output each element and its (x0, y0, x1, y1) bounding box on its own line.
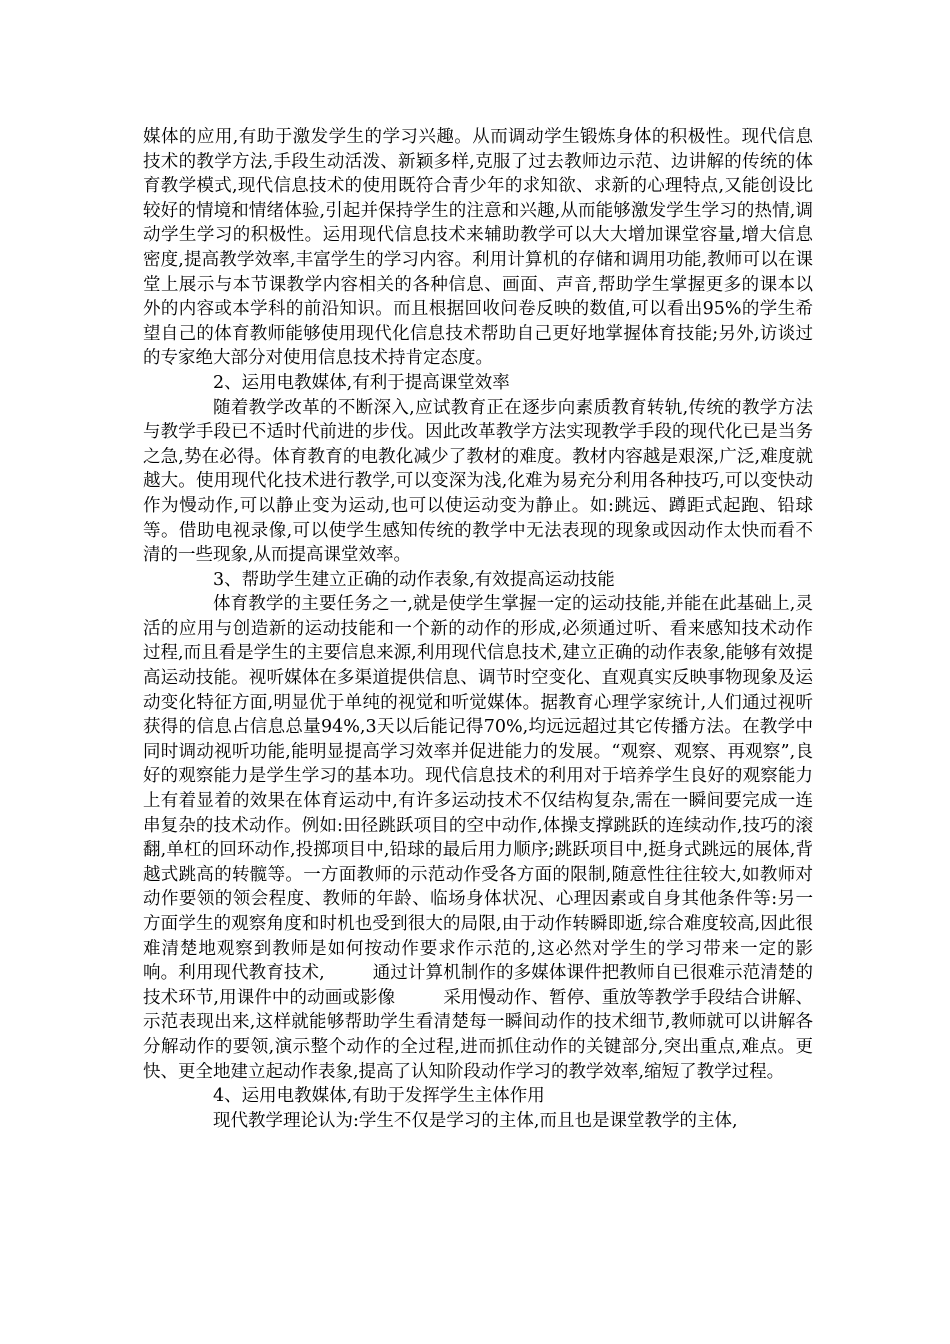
paragraph-classroom-efficiency: 随着教学改革的不断深入,应试教育正在逐步向素质教育转轨,传统的教学方法与教学手段已不适时代前进的步伐。因此改革教学方法实现教学手段的现代化已是当务之急,势在必得。体育教育的电教化减少了教材的难度。教材内容越是艰深,广泛,难度就越大。使用现代化技术进行教学,可以变深为浅,化难为易充分利用各种技巧,可以变快动作为慢动作,可以静止变为运动,也可以使运动变为静止。如:跳远、蹲距式起跑、铅球等。借助电视录像,可以使学生感知传统的教学中无法表现的现象或因动作太快而看不清的一些现象,从而提高课堂效率。 (143, 397, 813, 566)
paragraph-media-interest: 媒体的应用,有助于激发学生的学习兴趣。从而调动学生锻炼身体的积极性。现代信息技术的教学方法,手段生动活泼、新颖多样,克服了过去教师边示范、边讲解的传统的体育教学模式,现代信息技术的使用既符合青少年的求知欲、求新的心理特点,又能创设比较好的情境和情绪体验,引起并保持学生的注意和兴趣,从而能够激发学生学习的热情,调动学生学习的积极性。运用现代信息技术来辅助教学可以大大增加课堂容量,增大信息密度,提高教学效率,丰富学生的学习内容。利用计算机的存储和调用功能,教师可以在课堂上展示与本节课教学内容相关的各种信息、画面、声音,帮助学生掌握更多的课本以外的内容或本学科的前沿知识。而且根据回收问卷反映的数值,可以看出95%的学生希望自己的体育教师能够使用现代化信息技术帮助自己更好地掌握体育技能;另外,访谈过的专家绝大部分对使用信息技术持肯定态度。 (143, 127, 813, 369)
section-heading-4: 4、运用电教媒体,有助于发挥学生主体作用 (213, 1086, 545, 1107)
paragraph-motor-skills (143, 592, 813, 1084)
paragraph-motor-skills-part-b: 通过计算机制作的多媒体课件把教师自已很难示范清楚的技术环节,用课件中的动画或影像 (143, 963, 813, 1008)
paragraph-motor-skills-part-c: 采用慢动作、暂停、重放等教学手段结合讲解、示范表现出来,这样就能够帮助学生看清楚每一瞬间动作的技术细节,教师就可以讲解各分解动作的要领,演示整个动作的全过程,进而抓住动作的关键部分,突出重点,难点。更快、更全地建立起动作表象,提高了认知阶段动作学习的教学效率,缩短了教学过程。 (143, 987, 813, 1082)
section-heading-2: 2、运用电教媒体,有利于提高课堂效率 (213, 372, 510, 393)
paragraph-student-subject: 现代教学理论认为:学生不仅是学习的主体,而且也是课堂教学的主体, (213, 1110, 738, 1131)
document-body (143, 125, 813, 1133)
section-heading-3: 3、帮助学生建立正确的动作表象,有效提高运动技能 (213, 569, 615, 590)
paragraph-motor-skills-part-a: 体育教学的主要任务之一,就是使学生掌握一定的运动技能,并能在此基础上,灵活的应用与创造新的运动技能和一个新的动作的形成,必须通过听、看来感知技术动作过程,而且看是学生的主要信息来源,利用现代信息技术,建立正确的动作表象,能够有效提高运动技能。视听媒体在多渠道提供信息、调节时空变化、直观真实反映事物现象及运动变化特征方面,明显优于单纯的视觉和听觉媒体。据教育心理学家统计,人们通过视听获得的信息占信息总量94%,3天以后能记得70%,均远远超过其它传播方法。在教学中同时调动视听功能,能明显提高学习效率并促进能力的发展。“观察、观察、再观察”,良好的观察能力是学生学习的基本功。现代信息技术的利用对于培养学生良好的观察能力上有着显着的效果在体育运动中,有许多运动技术不仅结构复杂,需在一瞬间要完成一连串复杂的技术动作。例如:田径跳跃项目的空中动作,体操支撑跳跃的连续动作,技巧的滚翻,单杠的回环动作,投掷项目中,铅球的最后用力顺序;跳跃项目中,挺身式跳远的展体,背越式跳高的转髋等。一方面教师的示范动作受各方面的限制,随意性往往较大,如教师对动作要领的领会程度、教师的年龄、临场身体状况、心理因素或自身其他条件等:另一方面学生的观察角度和时机也受到很大的局限,由于动作转瞬即逝,综合难度较高,因此很难清楚地观察到教师是如何按动作要求作示范的,这必然对学生的学习带来一定的影响。利用现代教育技术, (143, 594, 813, 984)
